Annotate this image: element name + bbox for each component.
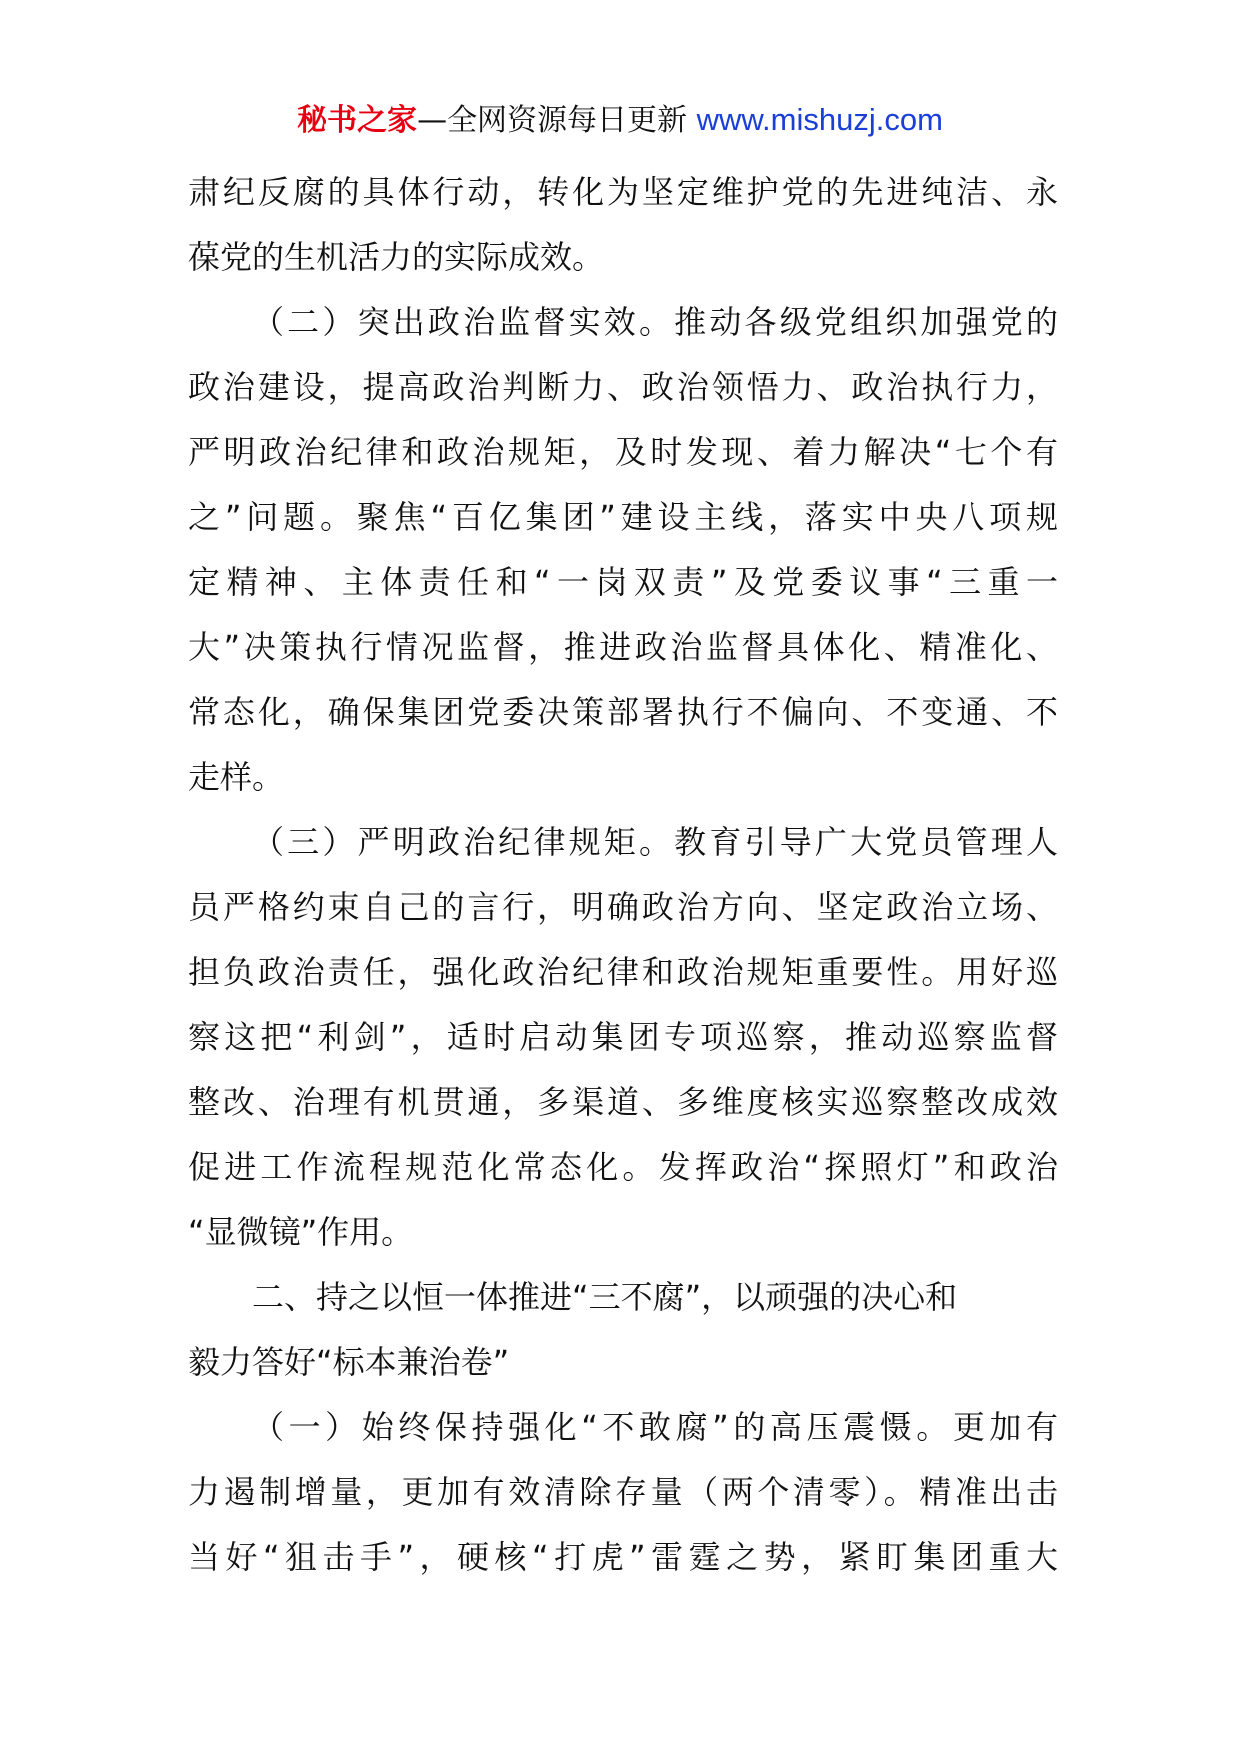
text-line: （二）突出政治监督实效。推动各级党组织加强党的 (252, 303, 1058, 341)
text-line: 政治建设，提高政治判断力、政治领悟力、政治执行力， (188, 368, 1058, 406)
text-line: 常态化，确保集团党委决策部署执行不偏向、不变通、不 (188, 693, 1058, 731)
section-heading: 二、持之以恒一体推进“三不腐”，以顽强的决心和 (252, 1278, 958, 1316)
text-line: 员严格约束自己的言行，明确政治方向、坚定政治立场、 (188, 888, 1058, 926)
text-line: 大”决策执行情况监督，推进政治监督具体化、精准化、 (188, 628, 1058, 666)
text-line: “显微镜”作用。 (188, 1213, 414, 1251)
site-brand: 秘书之家 (297, 103, 418, 138)
document-body (188, 160, 1058, 1590)
text-line: 整改、治理有机贯通，多渠道、多维度核实巡察整改成效 (188, 1083, 1058, 1121)
text-line: 定精神、主体责任和“一岗双责”及党委议事“三重一 (188, 563, 1058, 601)
text-line: 之”问题。聚焦“百亿集团”建设主线，落实中央八项规 (188, 498, 1058, 536)
text-line: 察这把“利剑”，适时启动集团专项巡察，推动巡察监督 (188, 1018, 1058, 1056)
text-line: 走样。 (188, 758, 285, 796)
text-line: 葆党的生机活力的实际成效。 (188, 238, 605, 276)
text-line: （一）始终保持强化“不敢腐”的高压震慑。更加有 (252, 1408, 1058, 1446)
text-line: 当好“狙击手”，硬核“打虎”雷霆之势，紧盯集团重大 (188, 1538, 1058, 1576)
text-line: 促进工作流程规范化常态化。发挥政治“探照灯”和政治 (188, 1148, 1058, 1186)
text-line: 担负政治责任，强化政治纪律和政治规矩重要性。用好巡 (188, 953, 1058, 991)
site-tagline: —全网资源每日更新 (417, 103, 697, 138)
site-header (0, 100, 1240, 141)
text-line: （三）严明政治纪律规矩。教育引导广大党员管理人 (252, 823, 1058, 861)
text-line: 力遏制增量，更加有效清除存量（两个清零）。精准出击 (188, 1473, 1058, 1511)
text-line: 肃纪反腐的具体行动，转化为坚定维护党的先进纯洁、永 (188, 173, 1058, 211)
site-url[interactable]: www.mishuzj.com (696, 102, 943, 137)
text-line: 严明政治纪律和政治规矩，及时发现、着力解决“七个有 (188, 433, 1058, 471)
section-heading: 毅力答好“标本兼治卷” (188, 1343, 510, 1381)
